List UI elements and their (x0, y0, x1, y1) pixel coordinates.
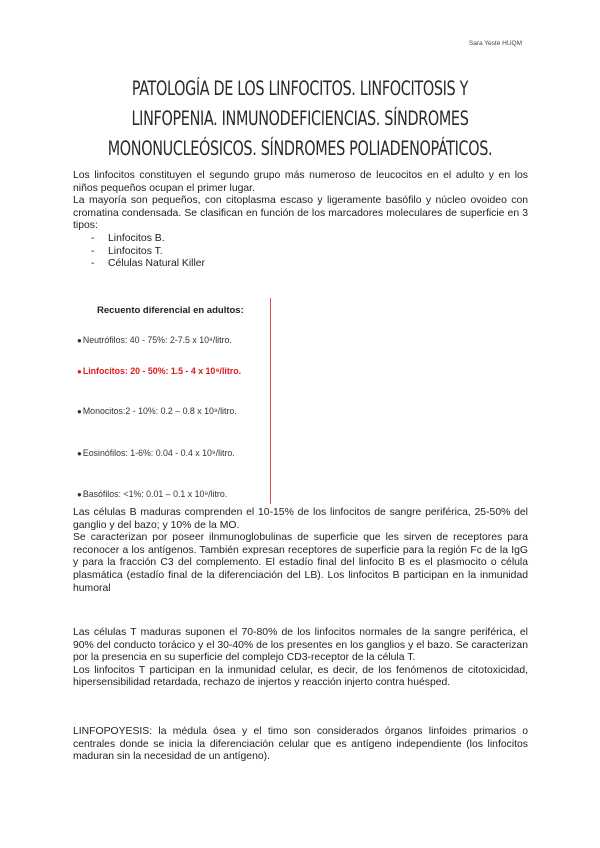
page-title: PATOLOGÍA DE LOS LINFOCITOS. LINFOCITOSIS Y LINFOPENIA. INMUNODEFICIENCIAS. SÍNDROMES MONONUCLEÓSICOS. SÍNDROMES POLIADENOPÁTICOS. (107, 77, 493, 160)
b-cells-section (73, 507, 528, 595)
bullet-icon: ● (77, 336, 82, 345)
intro-section (73, 170, 528, 271)
figure-item-eosinophils: ●Eosinófilos: 1-6%: 0.04 - 0.4 x 10⁹/litro. (77, 448, 235, 458)
list-item: - Linfocitos B. (91, 233, 528, 246)
figure-item-neutrophils: ●Neutrófilos: 40 - 75%: 2-7.5 x 10⁹/litro. (77, 335, 232, 345)
list-item: - Linfocitos T. (91, 246, 528, 259)
t-cells-paragraph-1: Las células T maduras suponen el 70-80% de los linfocitos normales de la sangre periférica, el 90% del conducto torácico y el 30-40% de los presentes en los ganglios y el bazo. Se caracterizan por la presencia en su superficie del complejo CD3-receptor de la célula T. (73, 627, 528, 664)
b-cells-paragraph-1: Las células B maduras comprenden el 10-15% de los linfocitos de sangre periférica, 25-50% del ganglio y del bazo; y 10% de la MO. (73, 507, 528, 531)
bullet-icon: ● (77, 449, 82, 458)
bullet-icon: ● (77, 490, 82, 499)
lymphopoiesis-section (73, 726, 528, 764)
intro-paragraph-2: La mayoría son pequeños, con citoplasma escaso y ligeramente basófilo y núcleo ovoideo con cromatina condensada. Se clasifican en función de los marcadores moleculares de superficie en 3 tipos: (73, 195, 528, 232)
figure-item-basophils: ●Basófilos: <1%: 0.01 – 0.1 x 10⁹/litro. (77, 489, 228, 499)
t-cells-section (73, 627, 528, 690)
differential-count-figure (73, 298, 271, 504)
intro-paragraph-1: Los linfocitos constituyen el segundo grupo más numeroso de leucocitos en el adulto y en los niños pequeños ocupan el primer lugar. (73, 170, 528, 194)
b-cells-paragraph-2: Se caracterizan por poseer ilnmunoglobulinas de superficie que les sirven de receptores para reconocer a los antígenos. También expresan receptores de superficie para la región Fc de la IgG y para la fracción C3 del complemento. El estadío final del linfocito B es el plasmocito o célula plasmática (estadío final de la diferenciación del LB). Los linfocitos B participan en la inmunidad humoral (73, 532, 528, 594)
list-item: - Células Natural Killer (91, 258, 528, 271)
bullet-icon: ● (77, 367, 82, 376)
lymphocyte-types-list (73, 233, 528, 271)
t-cells-paragraph-2: Los linfocitos T participan en la inmunidad celular, es decir, de los fenómenos de citotoxicidad, hipersensibilidad retardada, rechazo de injertos y reacción injerto contra huésped. (73, 664, 528, 689)
author-header: Sara Yeste HUQM (468, 40, 522, 47)
bullet-icon: ● (77, 407, 82, 416)
figure-title: Recuento diferencial en adultos: (97, 305, 244, 316)
lymphopoiesis-paragraph: LINFOPOYESIS: la médula ósea y el timo son considerados órganos linfoides primarios o centrales donde se inicia la diferenciación celular que es antígeno independiente (los linfocitos maduran sin la necesidad de un antígeno). (73, 726, 528, 763)
figure-item-monocytes: ●Monocitos:2 - 10%: 0.2 – 0.8 x 10⁹/litro. (77, 406, 237, 416)
figure-item-lymphocytes: ●Linfocitos: 20 - 50%: 1.5 - 4 x 10⁹/litro. (77, 366, 242, 376)
